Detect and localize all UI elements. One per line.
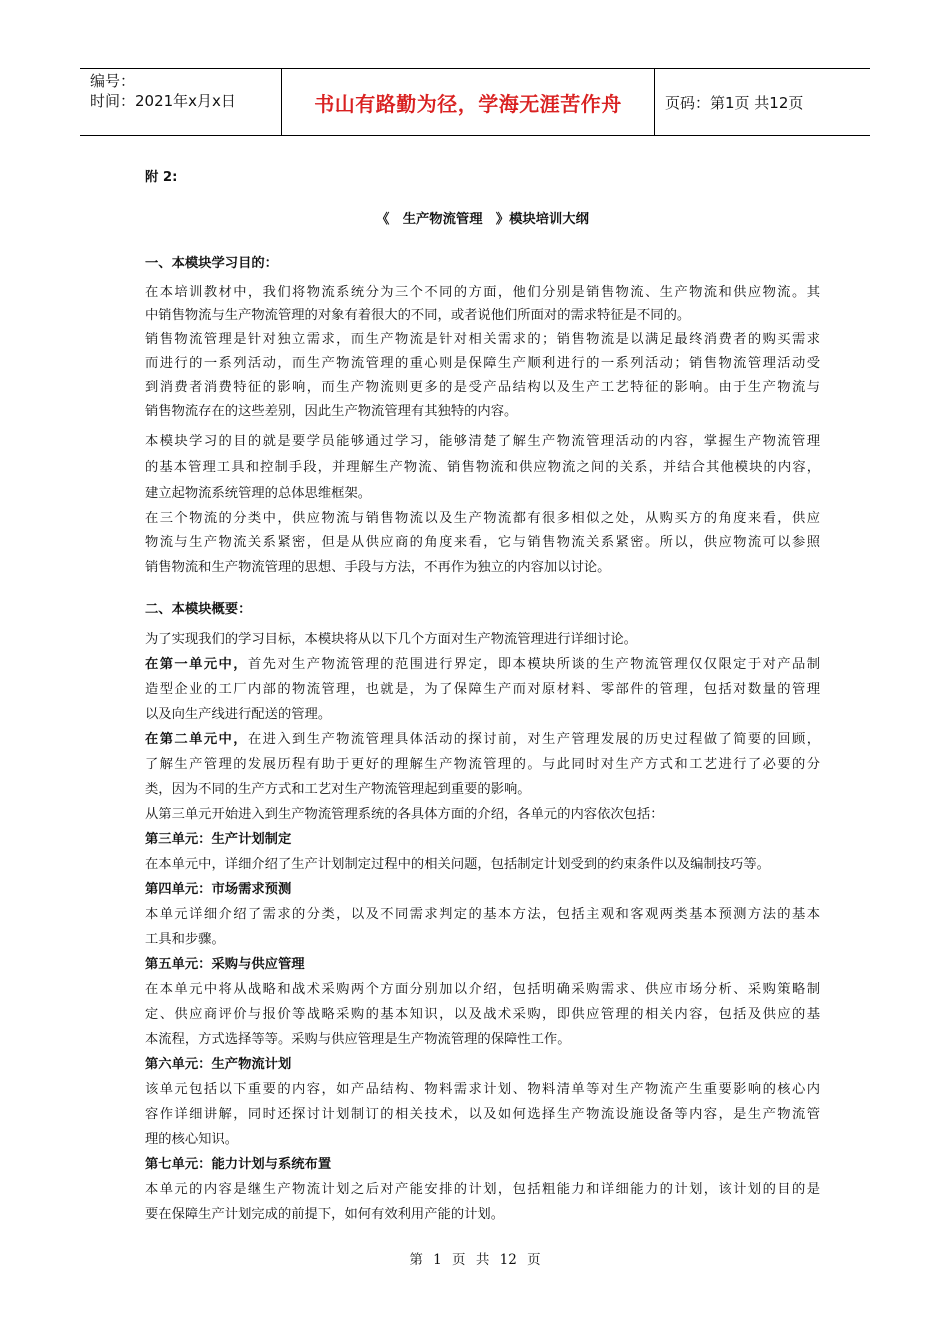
unit-lead: 在第一单元中，: [145, 657, 248, 672]
paragraph-line: 定、供应商评价与报价等战略采购的基本知识，以及战术采购，即供应管理的相关内容，包括及供应的基: [145, 1007, 820, 1022]
attachment-label: 附 2:: [145, 170, 178, 185]
page-footer: 第 1 页 共 12 页: [409, 1252, 541, 1268]
unit-lead: 在第二单元中，: [145, 732, 248, 747]
document-date-label: 时间：2021年x月x日: [90, 92, 236, 110]
paragraph-line: 工具和步骤。: [145, 932, 225, 947]
paragraph-line: [145, 653, 820, 672]
paragraph-line: 为了实现我们的学习目标，本模块将从以下几个方面对生产物流管理进行详细讨论。: [145, 632, 637, 647]
paragraph-line: [145, 728, 820, 747]
paragraph-line: 以及向生产线进行配送的管理。: [145, 707, 332, 722]
header-meta: [80, 69, 282, 135]
document-title: 《 生产物流管理 》模块培训大纲: [376, 212, 589, 227]
paragraph-line: 销售物流和生产物流管理的思想、手段与方法，不再作为独立的内容加以讨论。: [145, 560, 611, 575]
paragraph-line: 销售物流管理是针对独立需求，而生产物流是针对相关需求的；销售物流是以满足最终消费者的购买需求: [145, 332, 820, 347]
unit-heading: 第五单元：采购与供应管理: [145, 957, 305, 972]
paragraph-line: 在三个物流的分类中，供应物流与销售物流以及生产物流都有很多相似之处，从购买方的角度来看，供应: [145, 511, 820, 526]
unit-text: 在进入到生产物流管理具体活动的探讨前，对生产管理发展的历史过程做了简要的回顾，: [247, 732, 821, 747]
paragraph-line: 本单元的内容是继生产物流计划之后对产能安排的计划，包括粗能力和详细能力的计划，该计划的目的是: [145, 1182, 820, 1197]
section-heading-purpose: 一、本模块学习目的：: [145, 256, 278, 271]
paragraph-line: 在本单元中将从战略和战术采购两个方面分别加以介绍，包括明确采购需求、供应市场分析、采购策略制: [145, 982, 820, 997]
unit-text: 首先对生产物流管理的范围进行界定，即本模块所谈的生产物流管理仅仅限定于对产品制: [247, 657, 821, 672]
paragraph-line: 销售物流存在的这些差别，因此生产物流管理有其独特的内容。: [145, 404, 518, 419]
paragraph-line: 而进行的一系列活动，而生产物流管理的重心则是保障生产顺利进行的一系列活动；销售物流管理活动受: [145, 356, 820, 371]
document-number-label: 编号：: [90, 72, 136, 90]
page-header: [80, 68, 870, 136]
section-heading-overview: 二、本模块概要：: [145, 602, 252, 617]
header-page-info-cell: [655, 69, 870, 135]
header-motto-cell: [282, 69, 655, 135]
paragraph-line: 理的核心知识。: [145, 1132, 239, 1147]
paragraph-line: 本流程，方式选择等等。采购与供应管理是生产物流管理的保障性工作。: [145, 1032, 571, 1047]
paragraph-line: 的基本管理工具和控制手段，并理解生产物流、销售物流和供应物流之间的关系，并结合其他模块的内容，: [145, 460, 820, 475]
unit-heading: 第三单元：生产计划制定: [145, 832, 292, 847]
paragraph-line: 类，因为不同的生产方式和工艺对生产物流管理起到重要的影响。: [145, 782, 531, 797]
paragraph-line: 要在保障生产计划完成的前提下，如何有效利用产能的计划。: [145, 1207, 505, 1222]
unit-heading: 第四单元：市场需求预测: [145, 882, 292, 897]
header-page-info: 页码：第1页 共12页: [665, 93, 804, 112]
header-motto: 书山有路勤为径，学海无涯苦作舟: [314, 91, 622, 116]
paragraph-line: 该单元包括以下重要的内容，如产品结构、物料需求计划、物料清单等对生产物流产生重要影响的核心内: [145, 1082, 820, 1097]
unit-heading: 第六单元：生产物流计划: [145, 1057, 292, 1072]
paragraph-line: 了解生产管理的发展历程有助于更好的理解生产物流管理的。与此同时对生产方式和工艺进行了必要的分: [145, 757, 820, 772]
unit-heading: 第七单元：能力计划与系统布置: [145, 1157, 332, 1172]
paragraph-line: 建立起物流系统管理的总体思维框架。: [145, 486, 372, 501]
paragraph-line: 在本单元中，详细介绍了生产计划制定过程中的相关问题，包括制定计划受到的约束条件以及编制技巧等。: [145, 857, 770, 872]
paragraph-line: 造型企业的工厂内部的物流管理，也就是，为了保障生产而对原材料、零部件的管理，包括对数量的管理: [145, 682, 820, 697]
paragraph-line: 中销售物流与生产物流管理的对象有着很大的不同，或者说他们所面对的需求特征是不同的。: [145, 308, 691, 323]
paragraph-line: 本单元详细介绍了需求的分类，以及不同需求判定的基本方法，包括主观和客观两类基本预测方法的基本: [145, 907, 820, 922]
paragraph-line: 在本培训教材中，我们将物流系统分为三个不同的方面，他们分别是销售物流、生产物流和供应物流。其: [145, 285, 820, 300]
paragraph-line: 本模块学习的目的就是要学员能够通过学习，能够清楚了解生产物流管理活动的内容，掌握生产物流管理: [145, 434, 820, 449]
paragraph-line: 物流与生产物流关系紧密，但是从供应商的角度来看，它与销售物流关系紧密。所以，供应物流可以参照: [145, 535, 820, 550]
paragraph-line: 容作详细讲解，同时还探讨计划制订的相关技术，以及如何选择生产物流设施设备等内容，是生产物流管: [145, 1107, 820, 1122]
paragraph-line: 从第三单元开始进入到生产物流管理系统的各具体方面的介绍，各单元的内容依次包括：: [145, 807, 664, 822]
paragraph-line: 到消费者消费特征的影响，而生产物流则更多的是受产品结构以及生产工艺特征的影响。由于生产物流与: [145, 380, 820, 395]
